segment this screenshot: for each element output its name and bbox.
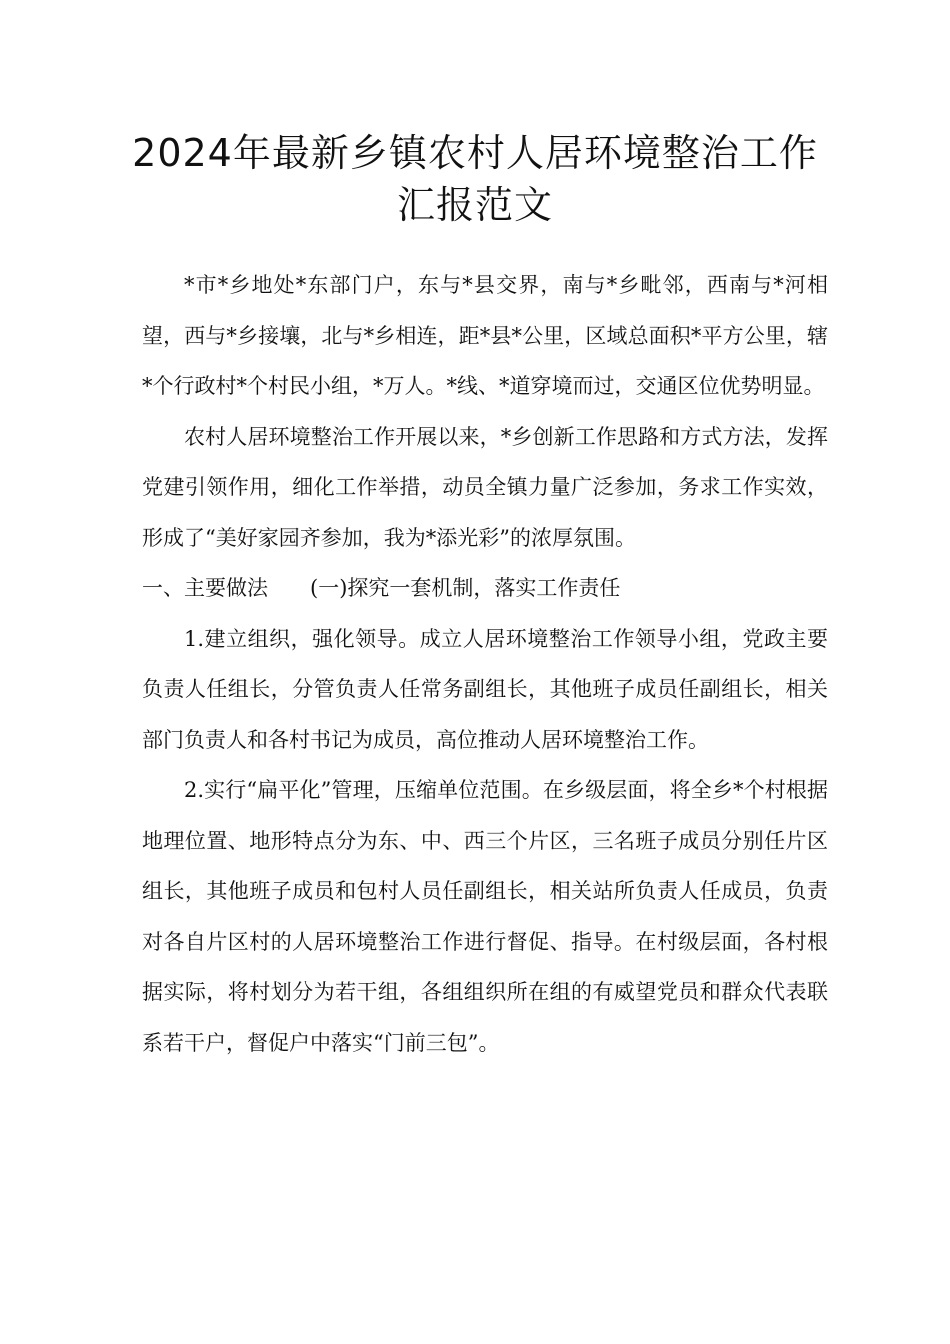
document-title-line-2: 汇报范文	[396, 183, 553, 227]
section-heading: 一、主要做法	[142, 576, 268, 600]
list-item-2: 2.实行“扁平化”管理，压缩单位范围。在乡级层面，将全乡*个村根据地理位置、地形特点分为东、中、西三个片区，三名班子成员分别任片区组长，其他班子成员和包村人员任副组长，相关站所负责人任成员，负责对各自片区村的人居环境整治工作进行督促、指导。在村级层面，各村根据实际，将村划分为若干组，各组组织所在组的有威望党员和群众代表联系若干户，督促户中落实“门前三包”。	[142, 778, 828, 1055]
section-heading-line	[142, 563, 828, 614]
paragraph-intro: *市*乡地处*东部门户，东与*县交界，南与*乡毗邻，西南与*河相望，西与*乡接壤，北与*乡相连，距*县*公里，区域总面积*平方公里，辖*个行政村*个村民小组，*万人。*线、*道穿境而过，交通区位优势明显。	[142, 273, 828, 398]
list-item-1: 1.建立组织，强化领导。成立人居环境整治工作领导小组，党政主要负责人任组长，分管负责人任常务副组长，其他班子成员任副组长，相关部门负责人和各村书记为成员，高位推动人居环境整治工作。	[142, 626, 828, 752]
document-body	[142, 260, 828, 1068]
document-title-line-1: 2024年最新乡镇农村人居环境整治工作	[132, 131, 818, 175]
paragraph-overview: 农村人居环境整治工作开展以来，*乡创新工作思路和方式方法，发挥党建引领作用，细化工作举措，动员全镇力量广泛参加，务求工作实效，形成了“美好家园齐参加，我为*添光彩”的浓厚氛围。	[142, 424, 828, 550]
subsection-heading: (一)探究一套机制，落实工作责任	[310, 576, 621, 600]
